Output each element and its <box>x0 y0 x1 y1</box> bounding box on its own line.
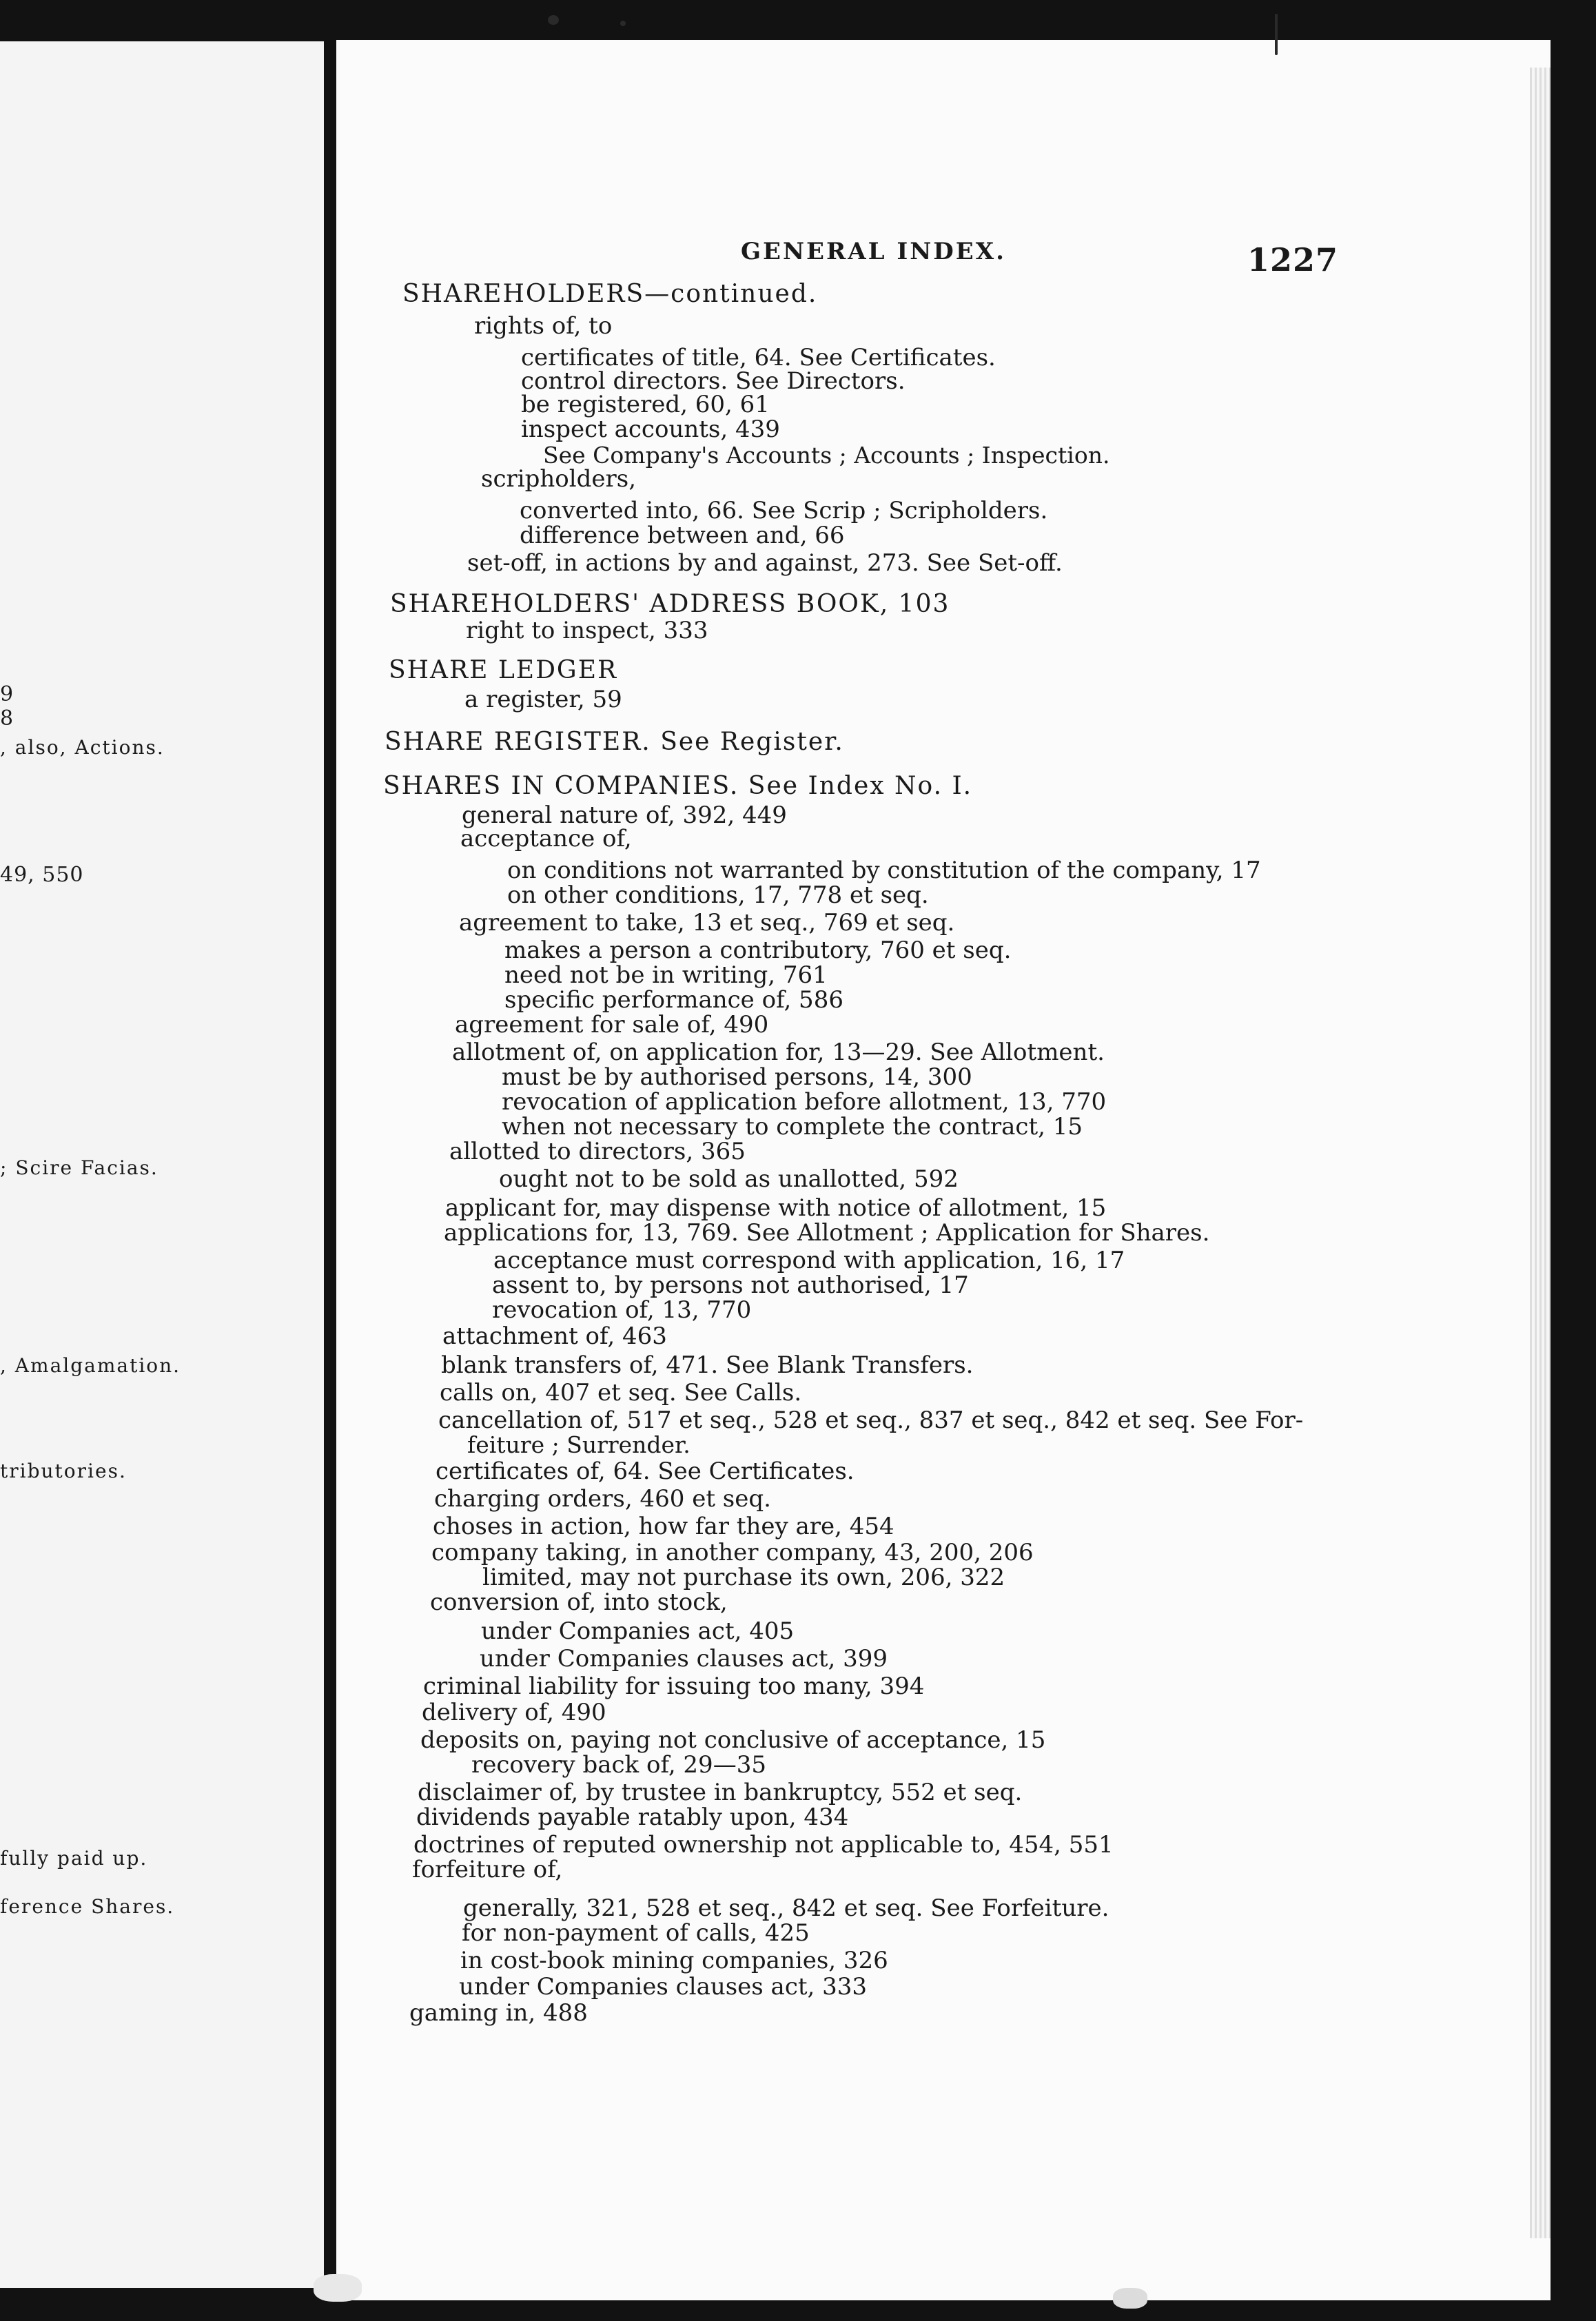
index-subentry: be registered, 60, 61 <box>521 391 770 418</box>
left-fragment: 9 <box>0 682 14 706</box>
index-subentry: attachment of, 463 <box>442 1322 667 1350</box>
index-subentry: charging orders, 460 et seq. <box>434 1485 771 1513</box>
index-subentry: on other conditions, 17, 778 et seq. <box>507 881 929 909</box>
index-cross-reference: See Company's Accounts ; Accounts ; Inspection. <box>543 442 1110 469</box>
index-subentry: scripholders, <box>481 465 637 493</box>
index-subentry: agreement to take, 13 et seq., 769 et seq. <box>459 909 955 937</box>
index-subentry: must be by authorised persons, 14, 300 <box>502 1063 972 1091</box>
index-subentry: ought not to be sold as unallotted, 592 <box>499 1165 959 1193</box>
index-subentry: generally, 321, 528 et seq., 842 et seq. See Forfeiture. <box>463 1894 1109 1922</box>
index-subentry: applications for, 13, 769. See Allotment ; Application for Shares. <box>444 1219 1210 1247</box>
index-subentry: dividends payable ratably upon, 434 <box>416 1803 849 1831</box>
left-fragment: ; Scire Facias. <box>0 1156 158 1179</box>
index-subentry: in cost-book mining companies, 326 <box>460 1947 888 1974</box>
index-subentry: assent to, by persons not authorised, 17 <box>492 1271 969 1299</box>
index-subentry: delivery of, 490 <box>422 1699 606 1726</box>
index-subentry: allotted to directors, 365 <box>449 1138 746 1165</box>
index-subentry: under Companies act, 405 <box>481 1617 795 1645</box>
index-subentry: limited, may not purchase its own, 206, 322 <box>482 1564 1005 1591</box>
index-subentry: general nature of, 392, 449 <box>462 801 787 829</box>
left-fragment: tributories. <box>0 1460 127 1482</box>
index-subentry: revocation of, 13, 770 <box>492 1296 752 1324</box>
index-subentry: under Companies clauses act, 333 <box>459 1973 868 2001</box>
index-heading: SHAREHOLDERS—continued. <box>402 280 818 308</box>
left-fragment: ference Shares. <box>0 1895 175 1918</box>
right-page <box>336 40 1551 2300</box>
index-subentry: doctrines of reputed ownership not applicable to, 454, 551 <box>413 1831 1114 1859</box>
left-fragment: 8 <box>0 706 14 730</box>
index-subentry: for non-payment of calls, 425 <box>462 1919 810 1947</box>
index-subentry: specific performance of, 586 <box>504 986 843 1014</box>
index-subentry: conversion of, into stock, <box>430 1588 728 1616</box>
left-fragment: fully paid up. <box>0 1847 148 1870</box>
scan-speck <box>1113 2288 1147 2309</box>
index-subentry: under Companies clauses act, 399 <box>480 1645 888 1673</box>
index-subentry: certificates of title, 64. See Certificates. <box>521 344 996 371</box>
index-subentry: difference between and, 66 <box>520 522 845 549</box>
index-subentry: converted into, 66. See Scrip ; Scripholders. <box>520 497 1048 524</box>
index-subentry: choses in action, how far they are, 454 <box>433 1513 894 1540</box>
index-heading: SHARE LEDGER <box>389 656 618 684</box>
index-subentry: certificates of, 64. See Certificates. <box>436 1458 855 1485</box>
index-subentry: cancellation of, 517 et seq., 528 et seq., 837 et seq., 842 et seq. See For- <box>438 1407 1304 1434</box>
index-heading: SHARE REGISTER. See Register. <box>385 728 844 756</box>
index-subentry: blank transfers of, 471. See Blank Transfers. <box>441 1351 974 1379</box>
index-subentry: set-off, in actions by and against, 273. See Set-off. <box>467 549 1063 577</box>
index-subentry: agreement for sale of, 490 <box>455 1011 769 1039</box>
index-subentry: allotment of, on application for, 13—29. See Allotment. <box>452 1039 1105 1066</box>
index-subentry: right to inspect, 333 <box>466 617 708 644</box>
index-subentry: revocation of application before allotment, 13, 770 <box>502 1088 1107 1116</box>
running-header: GENERAL INDEX. <box>741 238 1006 265</box>
left-page <box>0 41 324 2288</box>
index-subentry: acceptance must correspond with application, 16, 17 <box>493 1247 1125 1274</box>
index-subentry: control directors. See Directors. <box>521 367 906 395</box>
index-heading: SHAREHOLDERS' ADDRESS BOOK, 103 <box>390 590 950 618</box>
index-subentry: deposits on, paying not conclusive of acceptance, 15 <box>420 1726 1046 1754</box>
left-fragment: , Amalgamation. <box>0 1354 181 1377</box>
index-subentry: acceptance of, <box>460 825 632 852</box>
index-subentry: rights of, to <box>474 312 613 340</box>
index-cross-reference: feiture ; Surrender. <box>467 1431 690 1458</box>
left-fragment: , also, Actions. <box>0 736 165 759</box>
index-subentry: inspect accounts, 439 <box>521 416 780 443</box>
index-subentry: recovery back of, 29—35 <box>471 1751 766 1779</box>
index-subentry: criminal liability for issuing too many, 394 <box>423 1673 925 1700</box>
index-subentry: need not be in writing, 761 <box>504 961 828 989</box>
scan-speck <box>314 2274 362 2302</box>
scan-speck <box>620 21 626 26</box>
index-subentry: on conditions not warranted by constitution of the company, 17 <box>507 857 1261 884</box>
index-subentry: when not necessary to complete the contract, 15 <box>502 1113 1083 1141</box>
left-fragment: 49, 550 <box>0 863 84 887</box>
index-subentry: applicant for, may dispense with notice of allotment, 15 <box>445 1194 1107 1222</box>
scan-speck <box>548 15 559 25</box>
scan-speck <box>1275 14 1278 55</box>
index-subentry: company taking, in another company, 43, 200, 206 <box>431 1539 1034 1566</box>
page-number: 1227 <box>1247 241 1339 278</box>
index-subentry: a register, 59 <box>464 686 622 713</box>
index-subentry: calls on, 407 et seq. See Calls. <box>440 1379 802 1407</box>
index-subentry: gaming in, 488 <box>409 1999 588 2027</box>
index-subentry: disclaimer of, by trustee in bankruptcy, 552 et seq. <box>418 1779 1023 1806</box>
index-subentry: makes a person a contributory, 760 et seq. <box>504 937 1012 964</box>
index-subentry: forfeiture of, <box>412 1856 563 1883</box>
page-edge <box>1530 68 1551 2238</box>
index-heading: SHARES IN COMPANIES. See Index No. I. <box>383 772 973 800</box>
